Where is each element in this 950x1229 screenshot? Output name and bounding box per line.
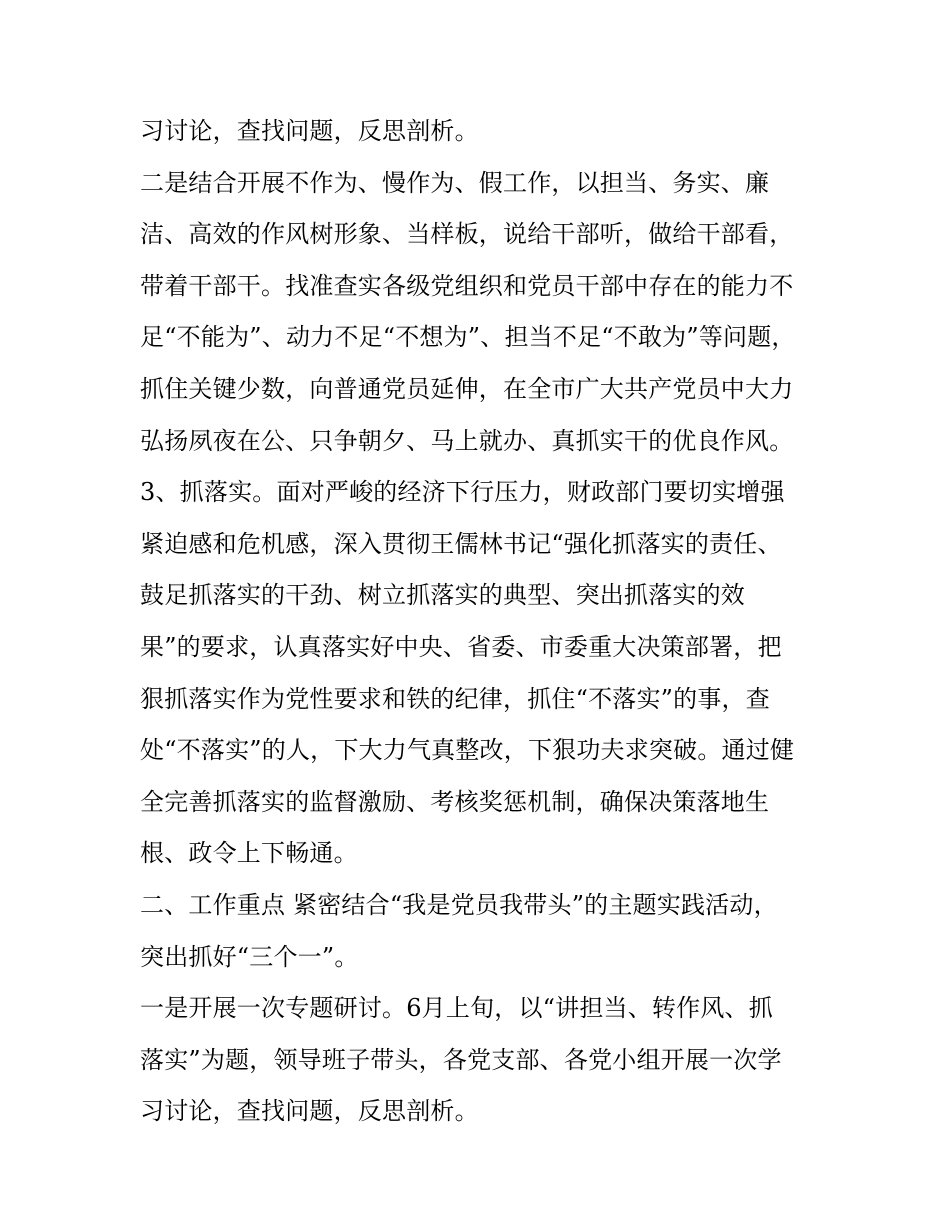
text-line: 一是开展一次专题研讨。6月上旬，以“讲担当、转作风、抓 (140, 994, 773, 1023)
text-line: 突出抓好“三个一”。 (140, 942, 359, 971)
text-line: 果”的要求，认真落实好中央、省委、市委重大决策部署，把 (140, 632, 782, 661)
text-line: 狠抓落实作为党性要求和铁的纪律，抓住“不落实”的事，查 (140, 684, 770, 713)
text-line: 弘扬夙夜在公、只争朝夕、马上就办、真抓实干的优良作风。 (140, 426, 794, 455)
text-line: 抓住关键少数，向普通党员延伸，在全市广大共产党员中大力 (140, 374, 794, 403)
text-line: 足“不能为”、动力不足“不想为”、担当不足“不敢为”等问题， (140, 323, 796, 352)
text-line: 鼓足抓落实的干劲、树立抓落实的典型、突出抓落实的效 (140, 581, 745, 610)
text-line: 洁、高效的作风树形象、当样板，说给干部听，做给干部看， (140, 220, 794, 249)
text-line: 3、抓落实。面对严峻的经济下行压力，财政部门要切实增强 (140, 478, 785, 507)
text-line: 根、政令上下畅通。 (140, 839, 358, 868)
text-line: 全完善抓落实的监督激励、考核奖惩机制，确保决策落地生 (140, 787, 770, 816)
text-line: 落实”为题，领导班子带头，各党支部、各党小组开展一次学 (140, 1045, 782, 1074)
section-heading-line: 二、工作重点 紧密结合“我是党员我带头”的主题实践活动， (140, 890, 778, 919)
text-line: 紧迫感和危机感，深入贯彻王儒林书记“强化抓落实的责任、 (140, 529, 782, 558)
text-line: 二是结合开展不作为、慢作为、假工作，以担当、务实、廉 (140, 168, 770, 197)
document-body (140, 106, 830, 1138)
text-line: 处“不落实”的人，下大力气真整改，下狠功夫求突破。通过健 (140, 736, 795, 765)
text-line: 习讨论，查找问题，反思剖析。 (140, 117, 479, 145)
text-line: 带着干部干。找准查实各级党组织和党员干部中存在的能力不 (140, 271, 794, 300)
text-line: 习讨论，查找问题，反思剖析。 (140, 1097, 479, 1126)
